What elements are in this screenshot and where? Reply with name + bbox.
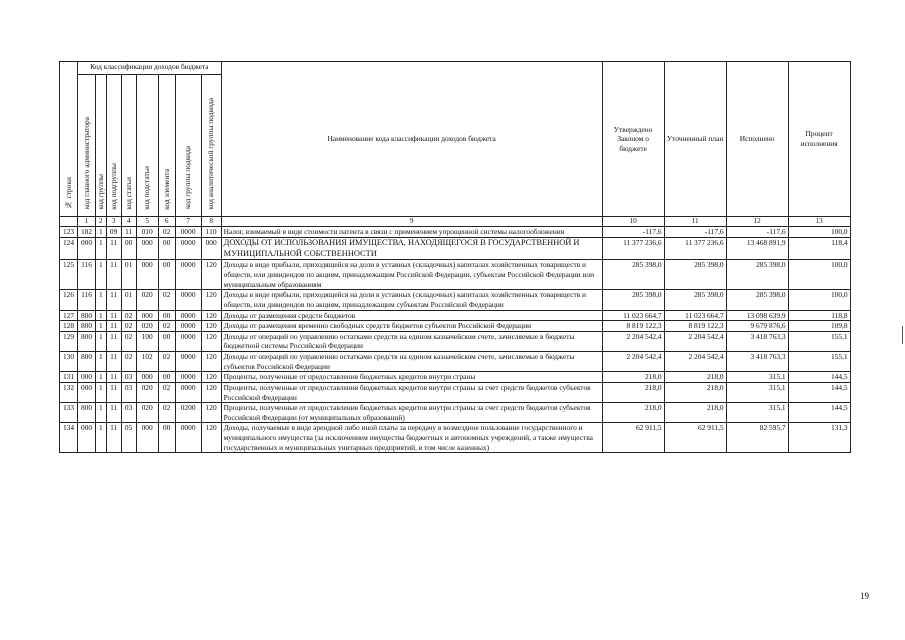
prog-subtype-cell: 0000 [175,331,201,351]
header-anal-subtype: код аналитической группы подвида [201,75,221,217]
approved-amount-cell: -117,6 [602,227,664,238]
article-code-cell: 11 [121,227,136,238]
approved-amount-cell: 218,0 [602,382,664,402]
refined-plan-cell: 285 398,0 [664,290,726,310]
article-code-cell: 02 [121,321,136,332]
group-code-cell: 1 [96,352,107,372]
execution-percent-cell: 155,1 [788,352,850,372]
scan-artifact-mark [902,326,903,344]
group-code-cell: 1 [96,237,107,260]
revenue-name-cell: Доходы в виде прибыли, приходящейся на доли в уставных (складочных) капиталах хозяйственных товариществ и обществ, или дивидендов по акциям, принадлежащим Российской Федерации, субъектам Российской Федерации или муниципальным образованиям [221,260,602,290]
executed-amount-cell: 285 398,0 [726,290,788,310]
executed-amount-cell: 13 468 891,9 [726,237,788,260]
execution-percent-cell: 109,8 [788,321,850,332]
refined-plan-cell: 11 377 236,6 [664,237,726,260]
article-code-cell: 03 [121,372,136,383]
table-row [60,290,851,310]
approved-amount-cell: 11 377 236,6 [602,237,664,260]
refined-plan-cell: 11 023 664,7 [664,310,726,321]
group-code-cell: 1 [96,423,107,453]
budget-revenue-table [59,61,851,453]
column-number-cell: 6 [158,217,175,227]
executed-amount-cell: 3 418 763,3 [726,352,788,372]
execution-percent-cell: 100,0 [788,290,850,310]
element-code-cell: 00 [158,423,175,453]
article-code-cell: 01 [121,290,136,310]
admin-code-cell: 800 [78,403,96,423]
execution-percent-cell: 118,8 [788,310,850,321]
approved-amount-cell: 11 023 664,7 [602,310,664,321]
refined-plan-cell: 218,0 [664,382,726,402]
column-number-cell: 2 [96,217,107,227]
article-code-cell: 02 [121,310,136,321]
admin-code-cell: 800 [78,310,96,321]
execution-percent-cell: 100,0 [788,227,850,238]
row-number-cell: 133 [60,403,78,423]
group-code-cell: 1 [96,290,107,310]
executed-amount-cell: 315,1 [726,403,788,423]
subgroup-code-cell: 11 [106,331,121,351]
article-code-cell: 00 [121,237,136,260]
subarticle-code-cell: 010 [136,227,158,238]
article-code-cell: 05 [121,423,136,453]
subarticle-code-cell: 020 [136,321,158,332]
anal-subtype-cell: 120 [201,331,221,351]
refined-plan-cell: 218,0 [664,372,726,383]
row-number-cell: 131 [60,372,78,383]
group-code-cell: 1 [96,382,107,402]
element-code-cell: 02 [158,227,175,238]
element-code-cell: 00 [158,260,175,290]
header-element: код элемента [158,75,175,217]
element-code-cell: 02 [158,290,175,310]
row-number-cell: 130 [60,352,78,372]
article-code-cell: 02 [121,352,136,372]
execution-percent-cell: 131,3 [788,423,850,453]
revenue-name-cell: Доходы в виде прибыли, приходящейся на доли в уставных (складочных) капиталах хозяйственных товариществ и обществ, или дивидендов по акциям, принадлежащим субъектам Российской Федерации [221,290,602,310]
prog-subtype-cell: 0000 [175,290,201,310]
column-number-cell: 8 [201,217,221,227]
table-row [60,372,851,383]
approved-amount-cell: 8 819 122,3 [602,321,664,332]
anal-subtype-cell: 120 [201,310,221,321]
header-admin: код главного администратора [78,75,96,217]
header-article: код статьи [121,75,136,217]
element-code-cell: 02 [158,352,175,372]
anal-subtype-cell: 120 [201,290,221,310]
column-number-cell: 10 [602,217,664,227]
approved-amount-cell: 218,0 [602,403,664,423]
row-number-cell: 129 [60,331,78,351]
refined-plan-cell: 218,0 [664,403,726,423]
group-code-cell: 1 [96,403,107,423]
subgroup-code-cell: 11 [106,321,121,332]
executed-amount-cell: 3 418 763,3 [726,331,788,351]
header-name: Наименование кода классификации доходов бюджета [221,62,602,217]
admin-code-cell: 116 [78,290,96,310]
subarticle-code-cell: 000 [136,310,158,321]
execution-percent-cell: 100,0 [788,260,850,290]
revenue-name-cell: Проценты, полученные от предоставления бюджетных кредитов внутри страны [221,372,602,383]
anal-subtype-cell: 120 [201,321,221,332]
table-row [60,403,851,423]
subarticle-code-cell: 102 [136,352,158,372]
subgroup-code-cell: 11 [106,403,121,423]
article-code-cell: 01 [121,260,136,290]
header-percent: Процент исполнения [788,62,850,217]
column-number-cell: 5 [136,217,158,227]
column-number-cell: 11 [664,217,726,227]
group-code-cell: 1 [96,372,107,383]
refined-plan-cell: 285 398,0 [664,260,726,290]
article-code-cell: 03 [121,382,136,402]
revenue-name-cell: Доходы от операций по управлению остатками средств на едином казначейском счете, зачисляемые в бюджеты субъектов Российской Федерации [221,352,602,372]
element-code-cell: 00 [158,310,175,321]
refined-plan-cell: 2 204 542,4 [664,331,726,351]
element-code-cell: 00 [158,331,175,351]
column-number-cell: 9 [221,217,602,227]
row-number-cell: 123 [60,227,78,238]
header-code-group: Код классификации доходов бюджета [78,62,222,75]
executed-amount-cell: 13 098 639,9 [726,310,788,321]
table-row [60,227,851,238]
group-code-cell: 1 [96,227,107,238]
element-code-cell: 00 [158,237,175,260]
anal-subtype-cell: 120 [201,403,221,423]
subgroup-code-cell: 11 [106,290,121,310]
execution-percent-cell: 144,5 [788,372,850,383]
subarticle-code-cell: 000 [136,237,158,260]
column-number-row [60,217,851,227]
revenue-name-cell: Доходы от операций по управлению остатками средств на едином казначейском счете, зачисляемые в бюджеты бюджетной системы Российской Федерации [221,331,602,351]
row-number-cell: 128 [60,321,78,332]
revenue-name-cell: Доходы, получаемые в виде арендной либо иной платы за передачу в возмездное пользование государственного и муниципального имущества (за исключением имущества бюджетных и автономных учреждений, а также имущества государственных и муниципальных унитарных предприятий, в том числе казенных) [221,423,602,453]
admin-code-cell: 000 [78,423,96,453]
anal-subtype-cell: 120 [201,382,221,402]
anal-subtype-cell: 120 [201,260,221,290]
anal-subtype-cell: 120 [201,423,221,453]
execution-percent-cell: 118,4 [788,237,850,260]
refined-plan-cell: -117,6 [664,227,726,238]
refined-plan-cell: 2 204 542,4 [664,352,726,372]
table-row [60,260,851,290]
header-row-group [60,62,851,75]
column-number-cell: 12 [726,217,788,227]
prog-subtype-cell: 0000 [175,310,201,321]
column-number-cell: 4 [121,217,136,227]
table-row [60,382,851,402]
row-number-cell: 125 [60,260,78,290]
prog-subtype-cell: 0200 [175,403,201,423]
admin-code-cell: 000 [78,237,96,260]
row-number-cell: 134 [60,423,78,453]
table-body [60,227,851,453]
group-code-cell: 1 [96,260,107,290]
revenue-name-cell: Проценты, полученные от предоставления бюджетных кредитов внутри страны за счет средств бюджетов субъектов Российской Федерации (от муниципальных образований) [221,403,602,423]
admin-code-cell: 000 [78,382,96,402]
column-number-cell [60,217,78,227]
admin-code-cell: 800 [78,331,96,351]
anal-subtype-cell: 120 [201,372,221,383]
prog-subtype-cell: 0000 [175,260,201,290]
group-code-cell: 1 [96,321,107,332]
column-number-cell: 1 [78,217,96,227]
subgroup-code-cell: 11 [106,237,121,260]
header-group: код группы [96,75,107,217]
subgroup-code-cell: 09 [106,227,121,238]
execution-percent-cell: 144,5 [788,382,850,402]
row-number-cell: 124 [60,237,78,260]
table-row [60,310,851,321]
approved-amount-cell: 285 398,0 [602,260,664,290]
element-code-cell: 00 [158,372,175,383]
table-row [60,352,851,372]
page-number: 19 [860,591,869,601]
anal-subtype-cell: 110 [201,227,221,238]
header-row-number: № строки [60,62,78,217]
article-code-cell: 03 [121,403,136,423]
header-subgroup: код подгруппы [106,75,121,217]
refined-plan-cell: 8 819 122,3 [664,321,726,332]
table-row [60,423,851,453]
subgroup-code-cell: 11 [106,423,121,453]
subarticle-code-cell: 100 [136,331,158,351]
executed-amount-cell: 315,1 [726,382,788,402]
revenue-name-cell: Доходы от размещения средств бюджетов [221,310,602,321]
column-number-cell: 13 [788,217,850,227]
subgroup-code-cell: 11 [106,352,121,372]
column-number-cell: 3 [106,217,121,227]
anal-subtype-cell: 120 [201,352,221,372]
executed-amount-cell: 315,1 [726,372,788,383]
prog-subtype-cell: 0000 [175,237,201,260]
prog-subtype-cell: 0000 [175,352,201,372]
article-code-cell: 02 [121,331,136,351]
subarticle-code-cell: 000 [136,372,158,383]
admin-code-cell: 000 [78,372,96,383]
subarticle-code-cell: 000 [136,260,158,290]
table-row [60,237,851,260]
column-number-cell: 7 [175,217,201,227]
revenue-name-cell: ДОХОДЫ ОТ ИСПОЛЬЗОВАНИЯ ИМУЩЕСТВА, НАХОДЯЩЕГОСЯ В ГОСУДАРСТВЕННОЙ И МУНИЦИПАЛЬНОЙ СОБСТВЕННОСТИ [221,237,602,260]
admin-code-cell: 116 [78,260,96,290]
element-code-cell: 02 [158,321,175,332]
prog-subtype-cell: 0000 [175,382,201,402]
element-code-cell: 02 [158,403,175,423]
subgroup-code-cell: 11 [106,310,121,321]
group-code-cell: 1 [96,310,107,321]
prog-subtype-cell: 0000 [175,423,201,453]
executed-amount-cell: 285 398,0 [726,260,788,290]
executed-amount-cell: -117,6 [726,227,788,238]
approved-amount-cell: 218,0 [602,372,664,383]
header-approved: Утверждено Законом о бюджете [602,62,664,217]
table-row [60,321,851,332]
approved-amount-cell: 2 204 542,4 [602,352,664,372]
execution-percent-cell: 155,1 [788,331,850,351]
header-executed: Исполнено [726,62,788,217]
prog-subtype-cell: 0000 [175,321,201,332]
revenue-name-cell: Проценты, полученные от предоставления бюджетных кредитов внутри страны за счет средств бюджетов субъектов Российской Федерации [221,382,602,402]
subarticle-code-cell: 020 [136,382,158,402]
admin-code-cell: 182 [78,227,96,238]
element-code-cell: 02 [158,382,175,402]
subgroup-code-cell: 11 [106,260,121,290]
admin-code-cell: 800 [78,352,96,372]
row-number-cell: 126 [60,290,78,310]
group-code-cell: 1 [96,331,107,351]
row-number-cell: 127 [60,310,78,321]
approved-amount-cell: 285 398,0 [602,290,664,310]
admin-code-cell: 800 [78,321,96,332]
executed-amount-cell: 9 679 876,6 [726,321,788,332]
executed-amount-cell: 82 595,7 [726,423,788,453]
execution-percent-cell: 144,5 [788,403,850,423]
subarticle-code-cell: 020 [136,403,158,423]
subgroup-code-cell: 11 [106,382,121,402]
subgroup-code-cell: 11 [106,372,121,383]
approved-amount-cell: 2 204 542,4 [602,331,664,351]
prog-subtype-cell: 0000 [175,372,201,383]
row-number-cell: 132 [60,382,78,402]
approved-amount-cell: 62 911,5 [602,423,664,453]
subarticle-code-cell: 020 [136,290,158,310]
refined-plan-cell: 62 911,5 [664,423,726,453]
prog-subtype-cell: 0000 [175,227,201,238]
header-subarticle: код подстатьи [136,75,158,217]
header-refined: Уточненный план [664,62,726,217]
revenue-name-cell: Доходы от размещения временно свободных средств бюджетов субъектов Российской Федерации [221,321,602,332]
subarticle-code-cell: 000 [136,423,158,453]
table-row [60,331,851,351]
revenue-name-cell: Налог, взимаемый в виде стоимости патента в связи с применением упрощенной системы налогообложения [221,227,602,238]
header-prog-subtype: код группы подвида [175,75,201,217]
anal-subtype-cell: 000 [201,237,221,260]
